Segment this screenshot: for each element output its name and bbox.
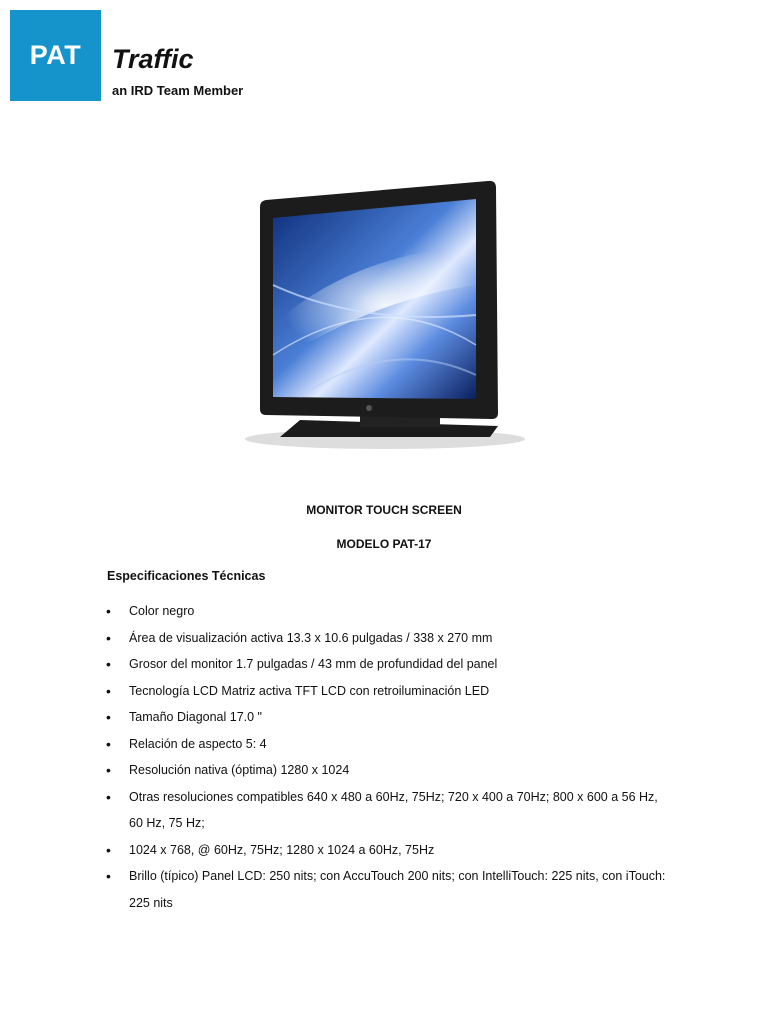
list-item: • Resolución nativa (óptima) 1280 x 1024	[106, 757, 666, 784]
specs-list	[106, 598, 666, 916]
list-item: • Relación de aspecto 5: 4	[106, 731, 666, 758]
document-title: MONITOR TOUCH SCREEN	[306, 503, 462, 517]
list-item: • Área de visualización activa 13.3 x 10.6 pulgadas / 338 x 270 mm	[106, 625, 666, 652]
logo-mark: PAT	[29, 40, 82, 70]
specs-heading: Especificaciones Técnicas	[107, 569, 266, 583]
brand-tagline: an IRD Team Member	[112, 83, 244, 98]
company-logo	[10, 10, 101, 101]
brand-name: Traffic	[112, 44, 194, 74]
list-item: • Tecnología LCD Matriz activa TFT LCD con retroiluminación LED	[106, 678, 666, 705]
list-item: • Grosor del monitor 1.7 pulgadas / 43 mm de profundidad del panel	[106, 651, 666, 678]
touch-screen-monitor-photo	[240, 175, 530, 455]
product-image	[240, 175, 530, 455]
list-item: • 1024 x 768, @ 60Hz, 75Hz; 1280 x 1024 a 60Hz, 75Hz	[106, 837, 666, 864]
list-item: • Tamaño Diagonal 17.0 "	[106, 704, 666, 731]
list-item: • Otras resoluciones compatibles 640 x 480 a 60Hz, 75Hz; 720 x 400 a 70Hz; 800 x 600 a 56 Hz, 60 Hz, 75 Hz;	[106, 784, 666, 837]
list-item: • Brillo (típico) Panel LCD: 250 nits; con AccuTouch 200 nits; con IntelliTouch: 225 nits, con iTouch: 225 nits	[106, 863, 666, 916]
list-item: • Color negro	[106, 598, 666, 625]
model-title: MODELO PAT-17	[336, 537, 432, 551]
